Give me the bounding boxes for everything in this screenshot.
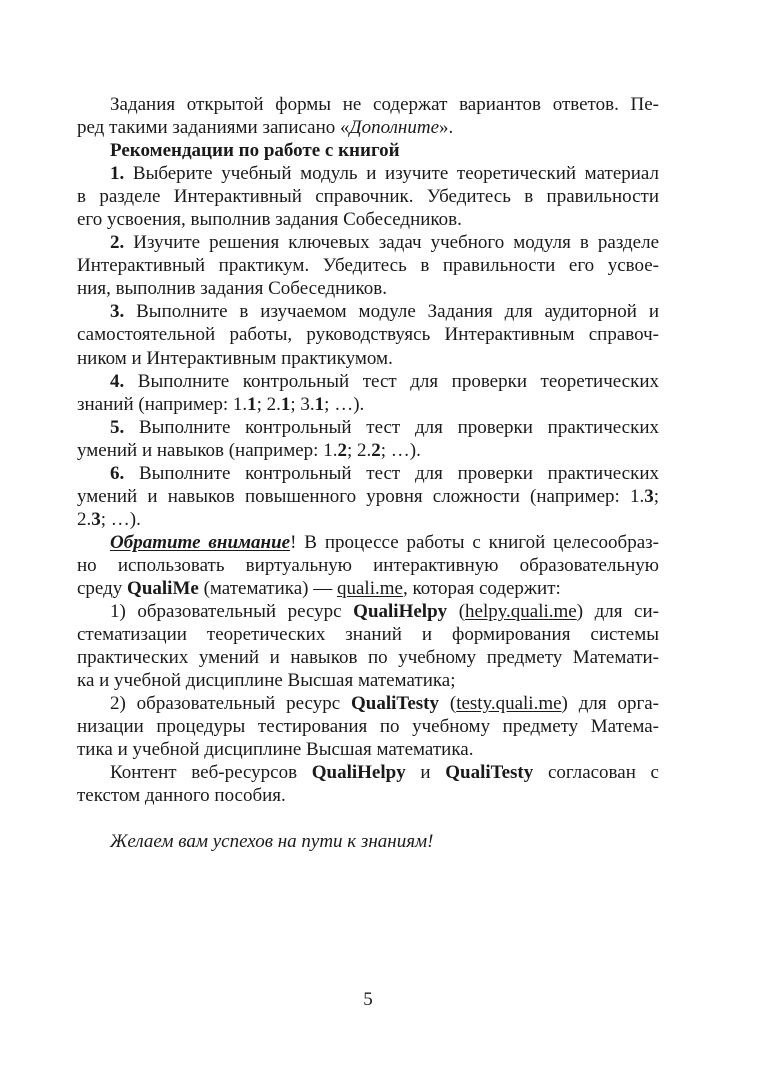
text-line: ния, выполнив задания Собеседников. <box>77 278 387 300</box>
text-line: 6. Выполните контрольный тест для проверки практических <box>110 462 659 484</box>
text-line: стематизации теоретических знаний и формирования системы <box>77 624 659 646</box>
text-line: практических умений и навыков по учебному предмету Математи- <box>77 647 659 669</box>
text-line: Обратите внимание! В процессе работы с книгой целесообраз- <box>110 531 659 553</box>
text-line: ка и учебной дисциплине Высшая математика; <box>77 670 456 692</box>
text-line: 2) образовательный ресурс QualiTesty (testy.quali.me) для орга- <box>110 693 659 715</box>
text-line: 2. Изучите решения ключевых задач учебного модуля в разделе <box>110 232 659 254</box>
url-testy-quali-me: testy.quali.me <box>456 693 562 715</box>
text-line: 2.3; …). <box>77 508 141 530</box>
url-helpy-quali-me: helpy.quali.me <box>465 601 577 623</box>
text-line: умений и навыков (например: 1.2; 2.2; …). <box>77 439 421 461</box>
text-line: знаний (например: 1.1; 2.1; 3.1; …). <box>77 393 365 415</box>
text-line: умений и навыков повышенного уровня сложности (например: 1.3; <box>77 485 659 507</box>
section-heading-line: Рекомендации по работе с книгой <box>110 140 400 162</box>
page-number: 5 <box>363 989 373 1010</box>
text-line: Контент веб-ресурсов QualiHelpy и QualiTesty согласован с <box>110 762 659 784</box>
text-line: самостоятельной работы, руководствуясь Интерактивным справоч- <box>77 324 659 346</box>
text-line: среду QualiMe (математика) — quali.me, которая содержит: <box>77 577 561 599</box>
text-line: 1) образовательный ресурс QualiHelpy (helpy.quali.me) для си- <box>110 601 659 623</box>
url-quali-me: quali.me <box>337 577 403 599</box>
text-line: 4. Выполните контрольный тест для проверки теоретических <box>110 370 659 392</box>
text-line: ником и Интерактивным практикумом. <box>77 347 393 369</box>
text-line: Интерактивный практикум. Убедитесь в правильности его усвое- <box>77 255 659 277</box>
closing-line: Желаем вам успехов на пути к знаниям! <box>110 831 434 853</box>
text-line: ред такими заданиями записано «Дополните». <box>77 117 454 139</box>
text-line: 5. Выполните контрольный тест для проверки практических <box>110 416 659 438</box>
text-line: его усвоения, выполнив задания Собеседников. <box>77 209 462 231</box>
text-line: Задания открытой формы не содержат вариантов ответов. Пе- <box>110 94 659 115</box>
text-line: низации процедуры тестирования по учебному предмету Матема- <box>77 716 659 738</box>
text-line: текстом данного пособия. <box>77 785 286 807</box>
text-line: но использовать виртуальную интерактивную образовательную <box>77 554 659 576</box>
text-line: 1. Выберите учебный модуль и изучите теоретический материал <box>110 163 659 185</box>
text-line: 3. Выполните в изучаемом модуле Задания для аудиторной и <box>110 301 659 323</box>
page-text <box>77 93 659 854</box>
text-line: тика и учебной дисциплине Высшая математика. <box>77 739 474 761</box>
text-line: в разделе Интерактивный справочник. Убедитесь в правильности <box>77 186 659 208</box>
